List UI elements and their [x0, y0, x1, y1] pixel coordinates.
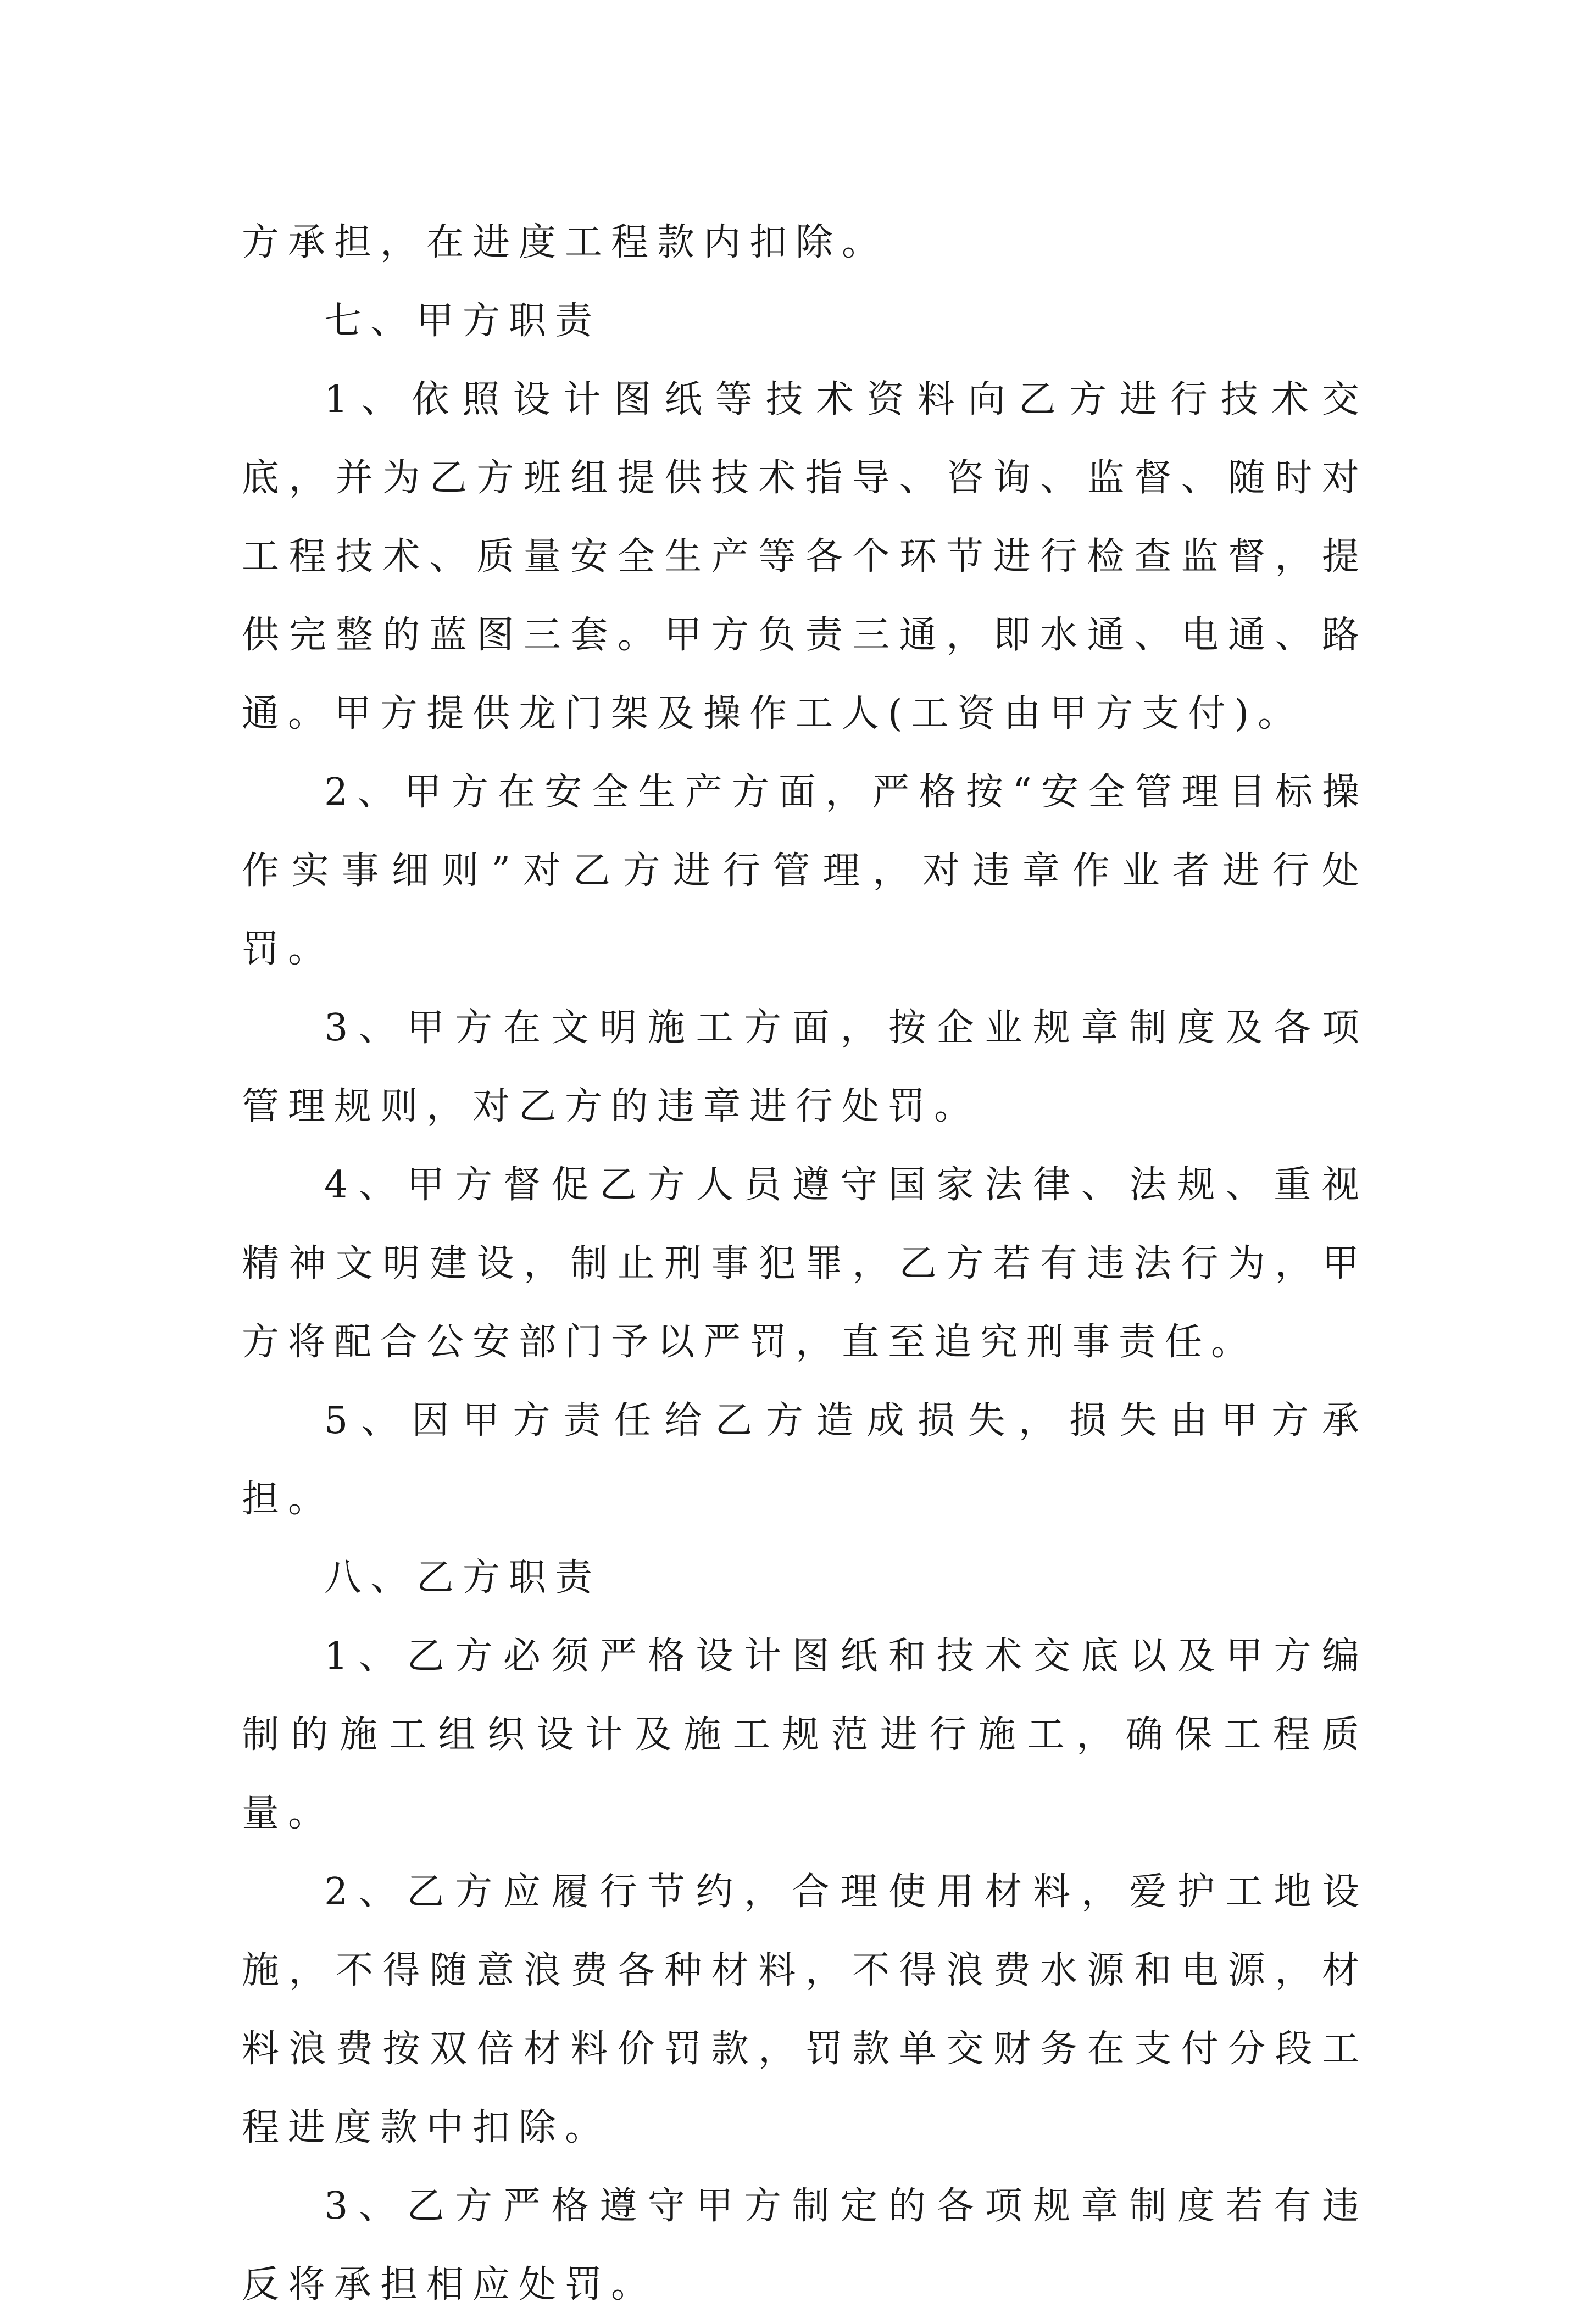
- paragraph: 5、因甲方责任给乙方造成损失，损失由甲方承担。: [242, 1399, 1368, 1521]
- paragraph: 方承担，在进度工程款内扣除。: [242, 221, 888, 264]
- section-heading-party-b-duties: 八、乙方职责: [324, 1556, 602, 1600]
- paragraph: 3、甲方在文明施工方面，按企业规章制度及各项管理规则，对乙方的违章进行处罚。: [242, 1006, 1368, 1128]
- paragraph: 3、乙方严格遵守甲方制定的各项规章制度若有违反将承担相应处罚。: [242, 2184, 1368, 2306]
- paragraph: 1、乙方必须严格设计图纸和技术交底以及甲方编制的施工组织设计及施工规范进行施工，确保工程质量。: [242, 1635, 1368, 1835]
- paragraph: 2、甲方在安全生产方面，严格按“安全管理目标操作实事细则”对乙方进行管理，对违章作业者进行处罚。: [242, 771, 1368, 971]
- document-body: [242, 203, 1368, 2324]
- paragraph: 1、依照设计图纸等技术资料向乙方进行技术交底，并为乙方班组提供技术指导、咨询、监督、随时对工程技术、质量安全生产等各个环节进行检查监督，提供完整的蓝图三套。甲方负责三通，即水通、电通、路通。甲方提供龙门架及操作工人(工资由甲方支付)。: [242, 378, 1368, 735]
- section-heading-party-a-duties: 七、甲方职责: [324, 299, 602, 343]
- paragraph: 2、乙方应履行节约，合理使用材料，爱护工地设施，不得随意浪费各种材料，不得浪费水源和电源，材料浪费按双倍材料价罚款，罚款单交财务在支付分段工程进度款中扣除。: [242, 1870, 1368, 2149]
- paragraph: 4、甲方督促乙方人员遵守国家法律、法规、重视精神文明建设，制止刑事犯罪，乙方若有违法行为，甲方将配合公安部门予以严罚，直至追究刑事责任。: [242, 1163, 1368, 1364]
